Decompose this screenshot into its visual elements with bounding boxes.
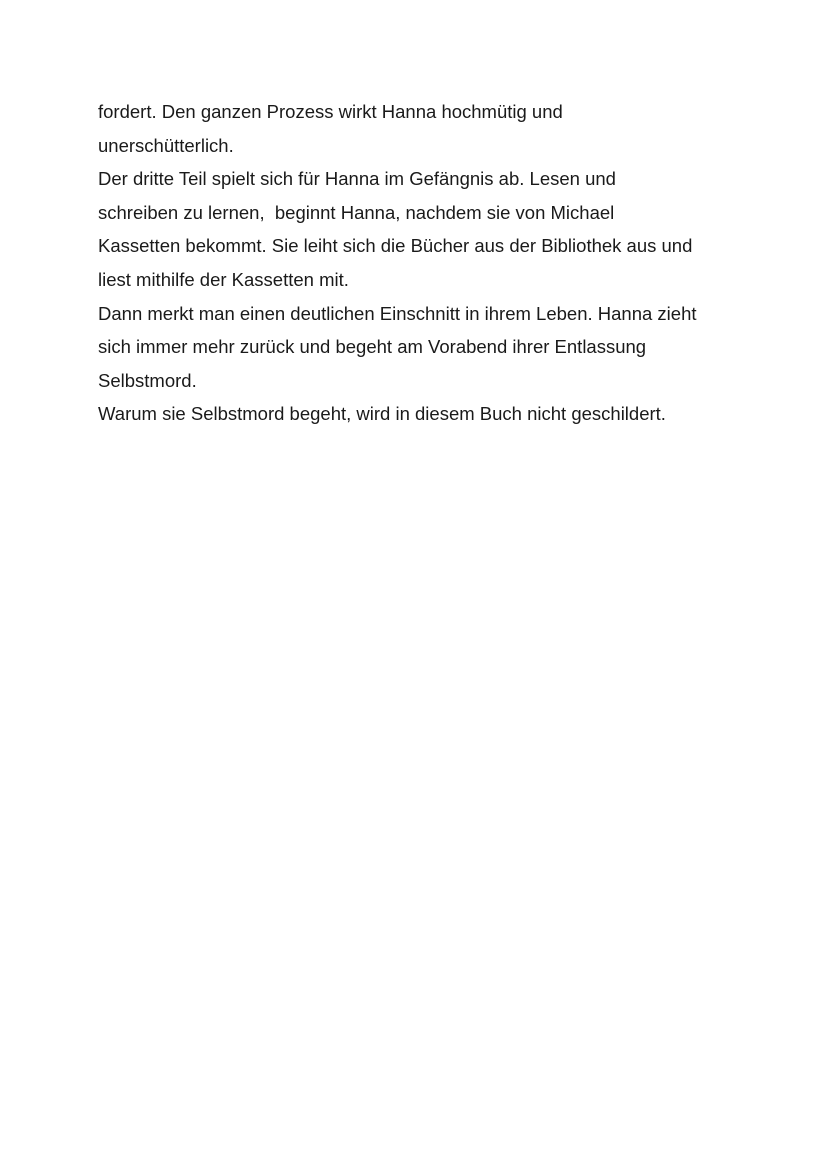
text-line: Warum sie Selbstmord begeht, wird in diesem Buch nicht geschildert.	[98, 403, 666, 425]
text-line: unerschütterlich.	[98, 134, 234, 156]
text-line: sich immer mehr zurück und begeht am Vorabend ihrer Entlassung	[98, 336, 647, 358]
body-text	[98, 95, 778, 431]
text-line: schreiben zu lernen, beginnt Hanna, nachdem sie von Michael	[98, 201, 615, 223]
text-line: Kassetten bekommt. Sie leiht sich die Bücher aus der Bibliothek aus und	[98, 235, 693, 257]
text-line: Der dritte Teil spielt sich für Hanna im Gefängnis ab. Lesen und	[98, 168, 616, 190]
text-line: Selbstmord.	[98, 369, 197, 391]
text-line: fordert. Den ganzen Prozess wirkt Hanna hochmütig und	[98, 101, 563, 122]
text-line: Dann merkt man einen deutlichen Einschnitt in ihrem Leben. Hanna zieht	[98, 302, 697, 324]
text-line: liest mithilfe der Kassetten mit.	[98, 268, 349, 290]
